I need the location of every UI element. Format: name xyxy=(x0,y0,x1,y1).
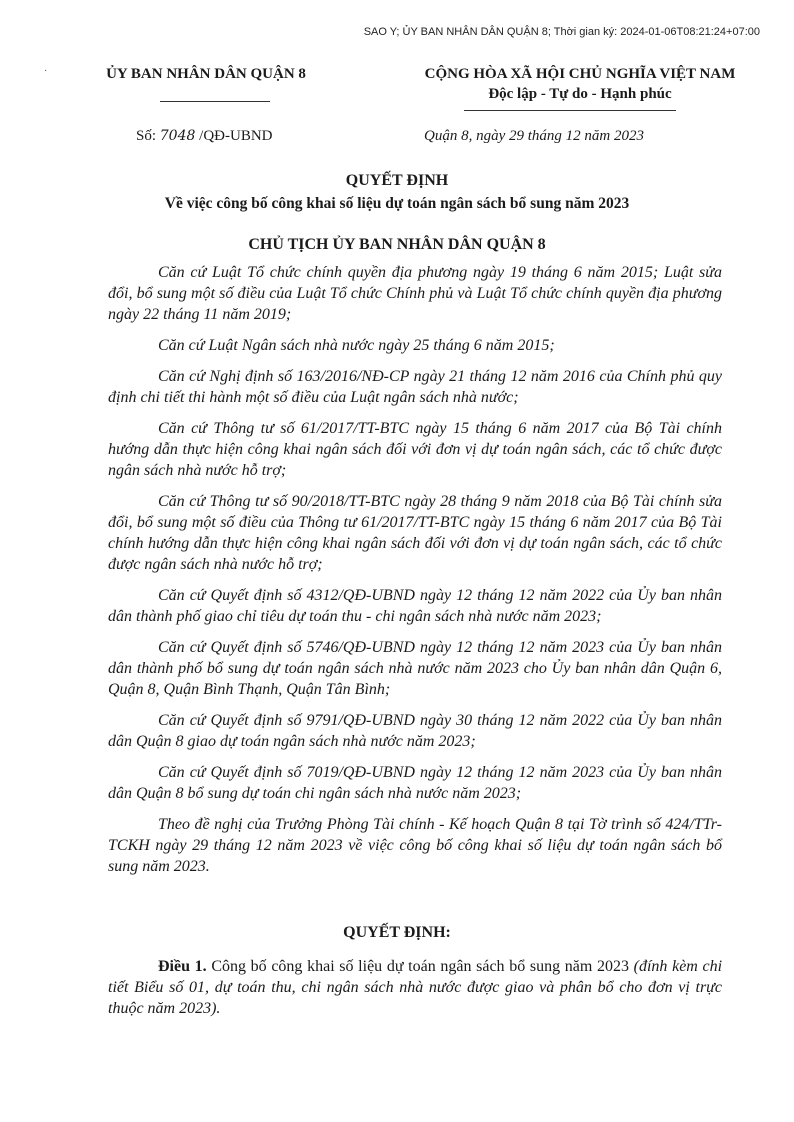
article-1-detail: (đính kèm chi tiết Biểu số 01, dự toán thu, chi ngân sách nhà nước được giao và phân bổ cho đơn vị trực thuộc năm 2023). xyxy=(108,958,723,1017)
date-rest: tháng 12 năm 2023 xyxy=(527,128,644,144)
issuing-authority: CHỦ TỊCH ỦY BAN NHÂN DÂN QUẬN 8 xyxy=(248,236,546,253)
document-title: QUYẾT ĐỊNH xyxy=(345,172,449,189)
basis-item: Căn cứ Nghị định số 163/2016/NĐ-CP ngày 21 tháng 12 năm 2016 của Chính phủ quy định chi tiết thi hành một số điều của Luật ngân sách nhà nước; xyxy=(108,368,722,406)
agency-underline xyxy=(160,101,270,102)
issuing-agency: ỦY BAN NHÂN DÂN QUẬN 8 xyxy=(106,66,306,82)
basis-item: Theo đề nghị của Trưởng Phòng Tài chính - Kế hoạch Quận 8 tại Tờ trình số 424/TTr-TCKH ngày 29 tháng 12 năm 2023 về việc công bố công khai số liệu dự toán ngân sách bổ sung năm 2023. xyxy=(108,816,722,875)
article-1-text: Công bố công khai số liệu dự toán ngân sách bổ sung năm 2023 xyxy=(211,958,629,975)
document-number xyxy=(136,128,273,145)
basis-item: Căn cứ Quyết định số 9791/QĐ-UBND ngày 30 tháng 12 năm 2022 của Ủy ban nhân dân Quận 8 giao dự toán ngân sách nhà nước năm 2023; xyxy=(108,712,722,750)
number-prefix: Số: xyxy=(136,128,157,144)
basis-item: Căn cứ Quyết định số 5746/QĐ-UBND ngày 12 tháng 12 năm 2023 của Ủy ban nhân dân thành phố bổ sung dự toán ngân sách nhà nước năm 2023 cho Ủy ban nhân dân Quận 6, Quận 8, Quận Bình Thạnh, Quận Tân Bình; xyxy=(108,639,722,698)
basis-item: Căn cứ Quyết định số 7019/QĐ-UBND ngày 12 tháng 12 năm 2023 của Ủy ban nhân dân Quận 8 bổ sung dự toán chi ngân sách nhà nước năm 2023; xyxy=(108,764,722,802)
decision-heading: QUYẾT ĐỊNH: xyxy=(343,924,451,941)
basis-item: Căn cứ Thông tư số 61/2017/TT-BTC ngày 15 tháng 6 năm 2017 của Bộ Tài chính hướng dẫn thực hiện công khai ngân sách đối với đơn vị dự toán ngân sách, các tổ chức được ngân sách nhà nước hỗ trợ; xyxy=(108,420,722,479)
basis-item: Căn cứ Thông tư số 90/2018/TT-BTC ngày 28 tháng 9 năm 2018 của Bộ Tài chính sửa đổi, bổ sung một số điều của Thông tư 61/2017/TT-BTC ngày 15 tháng 6 năm 2017 của Bộ Tài chính hướng dẫn thực hiện công khai ngân sách đối với đơn vị dự toán ngân sách, các tổ chức được ngân sách nhà nước hỗ trợ; xyxy=(108,493,722,573)
date-prefix: Quận 8, ngày xyxy=(424,128,506,144)
date-day: 29 xyxy=(509,128,524,144)
legal-basis xyxy=(108,262,722,887)
article-1 xyxy=(108,956,722,1019)
basis-item: Căn cứ Luật Tổ chức chính quyền địa phương ngày 19 tháng 6 năm 2015; Luật sửa đổi, bổ sung một số điều của Luật Tổ chức Chính phủ và Luật Tổ chức chính quyền địa phương ngày 22 tháng 11 năm 2019; xyxy=(108,264,722,323)
basis-item: Căn cứ Luật Ngân sách nhà nước ngày 25 tháng 6 năm 2015; xyxy=(158,337,555,354)
document-date xyxy=(424,128,644,145)
digital-signature-line: SAO Y; ỦY BAN NHÂN DÂN QUẬN 8; Thời gian ký: 2024-01-06T08:21:24+07:00 xyxy=(363,26,760,38)
number-suffix: /QĐ-UBND xyxy=(199,128,273,144)
document-header xyxy=(0,62,794,152)
scan-speck: · xyxy=(44,66,48,77)
basis-item: Căn cứ Quyết định số 4312/QĐ-UBND ngày 12 tháng 12 năm 2022 của Ủy ban nhân dân thành phố giao chỉ tiêu dự toán thu - chi ngân sách nhà nước năm 2023; xyxy=(108,587,722,625)
national-motto: Độc lập - Tự do - Hạnh phúc xyxy=(488,86,672,102)
article-1-label: Điều 1. xyxy=(158,958,207,975)
motto-underline xyxy=(464,110,676,111)
number-handwritten: 7048 xyxy=(159,128,196,144)
document-subtitle: Về việc công bố công khai số liệu dự toán ngân sách bổ sung năm 2023 xyxy=(164,195,630,212)
national-title: CỘNG HÒA XÃ HỘI CHỦ NGHĨA VIỆT NAM xyxy=(424,66,736,82)
